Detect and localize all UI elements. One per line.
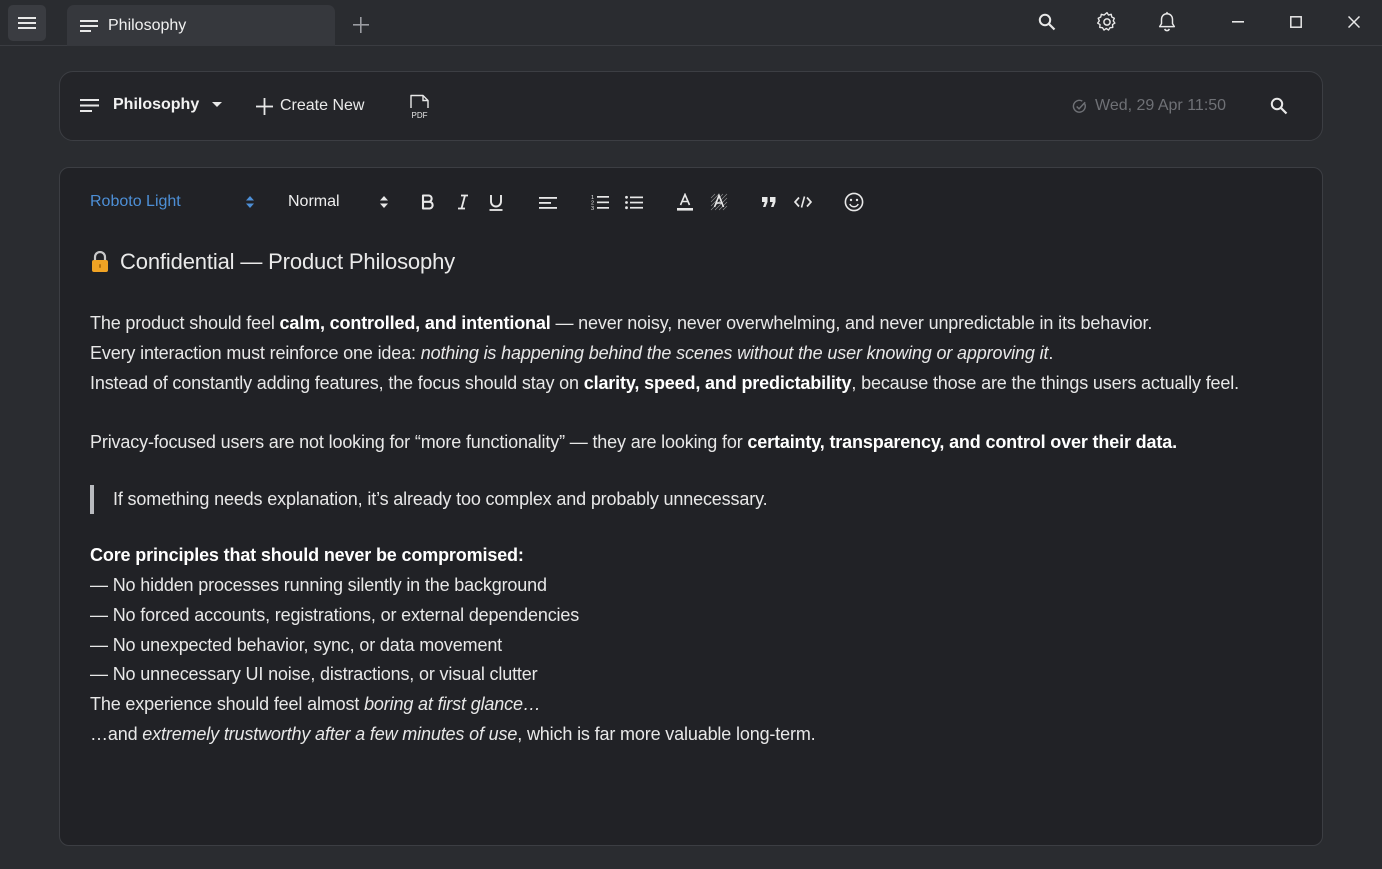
list-item: — No unexpected behavior, sync, or data movement [90, 634, 503, 655]
notes-icon [80, 99, 99, 112]
bold-button[interactable] [416, 190, 440, 214]
font-family-select[interactable] [90, 190, 254, 214]
search-icon [1270, 97, 1288, 115]
blockquote-button[interactable] [757, 190, 781, 214]
notebook-toolbar [59, 71, 1323, 141]
bold-icon [421, 194, 435, 210]
pdf-icon [408, 94, 432, 120]
paragraph: …and extremely trustworthy after a few minutes of use, which is far more valuable long-term. [90, 723, 816, 744]
settings-button[interactable] [1092, 8, 1122, 36]
bullet-list-icon [625, 195, 643, 210]
bell-icon [1156, 11, 1178, 33]
text-size-value: Normal [288, 193, 340, 210]
menu-icon [18, 16, 36, 30]
create-new-label: Create New [280, 97, 365, 114]
list-item: — No unnecessary UI noise, distractions, or visual clutter [90, 664, 538, 685]
tab-label: Philosophy [108, 16, 187, 34]
highlight-icon [710, 193, 728, 211]
font-family-value: Roboto Light [90, 193, 181, 210]
notes-icon [80, 20, 98, 32]
save-status [1072, 97, 1226, 115]
new-tab-button[interactable] [348, 12, 374, 38]
paragraph: The experience should feel almost boring at first glance… [90, 694, 541, 715]
text-color-button[interactable] [673, 190, 697, 214]
maximize-button[interactable] [1276, 6, 1316, 38]
maximize-icon [1290, 16, 1302, 28]
select-arrows-icon [246, 195, 254, 209]
svg-text:PDF: PDF [411, 111, 428, 120]
emoji-button[interactable] [842, 190, 866, 214]
principles-title: Core principles that should never be compromised: [90, 545, 524, 566]
minimize-button[interactable] [1218, 6, 1258, 38]
title-bar [0, 0, 1382, 46]
paragraph: Every interaction must reinforce one idea: nothing is happening behind the scenes without the user knowing or approving it. [90, 342, 1054, 363]
notebook-name: Philosophy [113, 96, 200, 113]
notebook-selector[interactable] [80, 96, 222, 114]
ordered-list-button[interactable] [588, 190, 612, 214]
saved-date: Wed, 29 Apr 11:50 [1095, 97, 1227, 114]
tab-philosophy[interactable] [67, 5, 335, 46]
code-button[interactable] [791, 190, 815, 214]
svg-text:1: 1 [591, 195, 595, 201]
blockquote: If something needs explanation, it’s already too complex and probably unnecessary. [90, 485, 1300, 514]
text-color-icon [677, 193, 693, 211]
close-icon [1348, 16, 1360, 28]
paragraph: Privacy-focused users are not looking for “more functionality” — they are looking for certainty, transparency, and control over their data. [90, 432, 1177, 453]
note-search-button[interactable] [1270, 97, 1288, 115]
plus-icon [353, 17, 369, 33]
caret-down-icon [212, 102, 222, 108]
select-arrows-icon [380, 195, 388, 209]
svg-text:3: 3 [591, 206, 595, 210]
gear-icon [1096, 11, 1118, 33]
align-button[interactable] [536, 190, 560, 214]
underline-icon [489, 194, 503, 211]
paragraph: The product should feel calm, controlled, and intentional — never noisy, never overwhelming, and never unpredictable in its behavior. [90, 313, 1153, 333]
search-icon [1038, 13, 1056, 31]
create-new-button[interactable] [256, 97, 364, 115]
code-icon [794, 196, 812, 208]
bullet-list-button[interactable] [622, 190, 646, 214]
ordered-list-icon [591, 194, 609, 210]
editor-panel [59, 167, 1323, 846]
export-pdf-button[interactable] [408, 94, 432, 120]
italic-icon [457, 194, 469, 210]
paragraph: Instead of constantly adding features, the focus should stay on clarity, speed, and predictability, because those are the things users actually feel. [90, 372, 1239, 393]
document-heading [90, 246, 1300, 278]
italic-button[interactable] [451, 190, 475, 214]
quote-icon [761, 196, 777, 208]
list-item: — No forced accounts, registrations, or external dependencies [90, 604, 580, 625]
plus-icon [256, 98, 273, 115]
notifications-button[interactable] [1152, 8, 1182, 36]
list-item: — No hidden processes running silently in the background [90, 574, 547, 595]
lock-icon [90, 251, 110, 273]
align-left-icon [539, 195, 557, 209]
document-body[interactable] [90, 246, 1300, 750]
close-button[interactable] [1334, 6, 1374, 38]
svg-text:2: 2 [591, 200, 595, 207]
minimize-icon [1232, 16, 1244, 28]
text-size-select[interactable] [288, 190, 388, 214]
highlight-button[interactable] [707, 190, 731, 214]
global-search-button[interactable] [1032, 8, 1062, 36]
underline-button[interactable] [484, 190, 508, 214]
hamburger-menu-button[interactable] [8, 5, 46, 41]
heading-text: Confidential — Product Philosophy [120, 249, 456, 274]
check-circle-icon [1072, 99, 1087, 114]
smiley-icon [844, 192, 864, 212]
